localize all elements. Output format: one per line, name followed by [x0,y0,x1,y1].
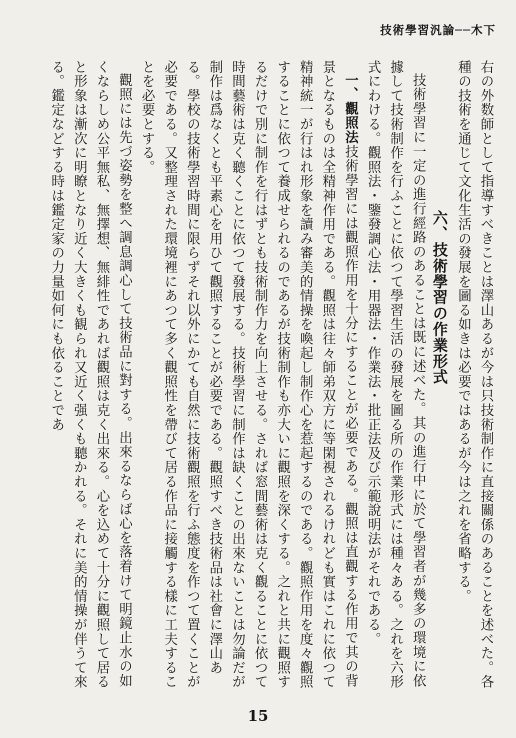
running-head: 技術學習汎論──木下 [380,23,496,37]
paragraph-observation [135,60,361,692]
section-heading: 六、技術學習の作業形式 [430,210,449,385]
paragraph-observation-text: 技術學習には觀照作用を十分にすることが必要である。觀照は直觀する作用で其の背景となるものは全精神作用である。觀照は往々師弟双方に等閑視されるけれども實はこれに依つて精神統一が行はれ形象を讀み審美的情操を喚起し制作心を惹起するのである。觀照作用を度々觀照することに依つて養成せられるのであるが技術制作も亦大いに觀照を深くする。之れと共に觀照するだけで別に制作を行はずとも技術制作力を向上させる。されば窓間藝術は克く觀ることに依つて時間藝術は克く聽くことに依つて發展する。技術學習に制作は缺くことの出來ないことは勿論だが制作は爲なくとも平素心を用ひて觀照することが必要である。觀照すべき技術品は社會に澤山ある。學校の技術學習時間に限らずそれ以外にかても自然に技術觀照を行ふ態度を作つて置くことが必要である。又整理された環境裡にあつて多く觀照性を帶びて居る作品に接觸する樣に工夫することを必要とする。 [139,60,358,690]
subsection-heading: 一、觀照法 [342,73,358,145]
body-text [20,60,496,692]
paragraph-continued: 右の外数師として指導すべきことは澤山あるが今は只技術制作に直接關係のあることを述べた。各種の技術を通じて文化生活の發展を圖る如きは必要ではあるが今は之れを省略する。 [455,60,493,690]
paragraph-observation-method: 觀照には先づ姿勢を整へ調息調心して技術品に對する。出來るならば心を落着けて明鏡止水の如くならしめ公平無私、無擇想、無緋性であれば觀照は克く出來る。心を込めて十分に觀照して居ると形象は漸次に明瞭となり近く大きくも観られ又近く强くも聽かれる。それに美的情操が伴うて來る。鑑定などする時は鑑定家の力量如何にも依ることであ [48,60,132,690]
paragraph-intro: 技術學習に一定の進行經路のあることは既に述べた。其の進行中に於て學習者が幾多の環境に依據して技術制作を行ふことに依つて學習生活の發展を圖る所の作業形式には種々ある。之れを六形式にわける。觀照法・鑒發調心法・用器法・作業法・批正法及び示範說明法がそれである。 [365,60,426,690]
page-number: 15 [247,707,269,725]
